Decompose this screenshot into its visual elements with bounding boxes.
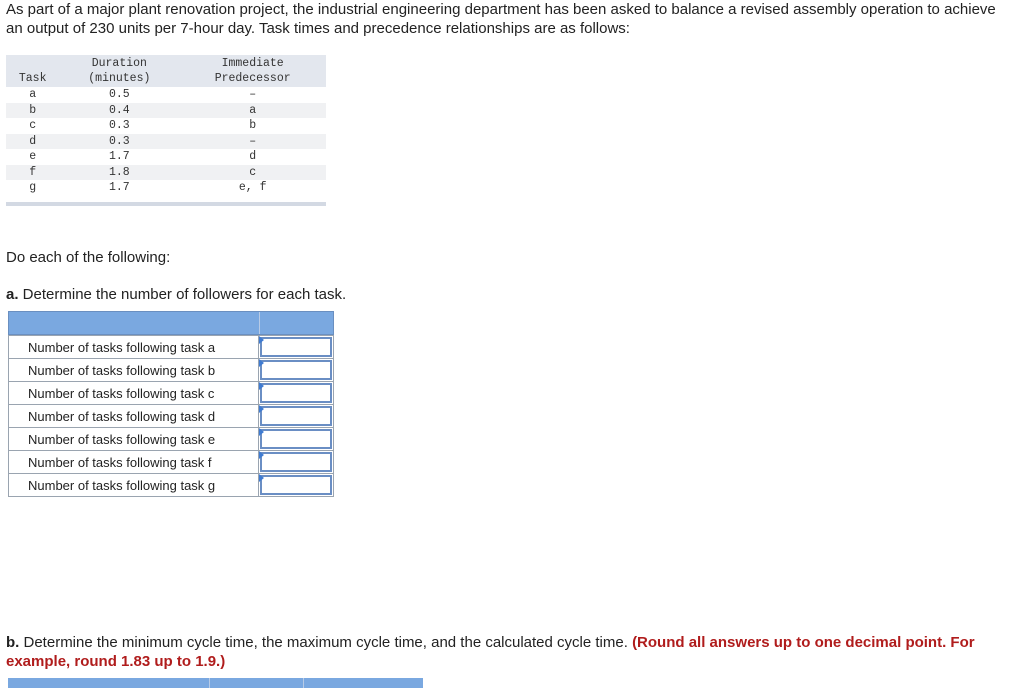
task-row: f 1.8 c [6,165,326,181]
row-label: Number of tasks following task e [9,428,259,451]
row-label: Number of tasks following task g [9,474,259,497]
duration-column-header: Duration (minutes) [59,55,179,87]
table-row [9,451,334,474]
task-row: g 1.7 e, f [29,181,267,194]
input-marker-icon [259,451,264,459]
table-row [9,405,334,428]
table-row [9,428,334,451]
task-row: d 0.3 – [6,134,326,150]
task-row: c 0.3 b [29,119,257,132]
row-label: Number of tasks following task a [9,336,259,359]
table-row [9,359,334,382]
input-marker-icon [259,428,264,436]
instruction-text: Do each of the following: [6,249,171,266]
input-marker-icon [259,336,264,344]
row-label: Number of tasks following task c [9,382,259,405]
part-b-letter: b. [6,634,20,651]
table-row [9,474,334,497]
followers-answer-table [8,335,334,497]
part-b-rounding-note: (Round all answers up to one decimal point. For example, round 1.83 up to 1.9.) [6,634,975,670]
followers-e-input[interactable] [260,429,332,449]
row-label: Number of tasks following task b [9,359,259,382]
followers-f-input[interactable] [260,452,332,472]
part-b-question [6,633,1006,671]
followers-c-input[interactable] [260,383,332,403]
task-column-header: Task [6,55,59,87]
task-row: a 0.5 – [29,88,257,101]
table-bottom-rule [6,202,326,206]
input-marker-icon [259,359,264,367]
task-data-table [6,55,326,196]
table-row [9,336,334,359]
row-label: Number of tasks following task f [9,451,259,474]
part-a-letter: a. [6,286,19,303]
row-label: Number of tasks following task d [9,405,259,428]
followers-g-input[interactable] [260,475,332,495]
predecessor-column-header: Immediate Predecessor [179,55,326,87]
followers-b-input[interactable] [260,360,332,380]
task-row: b 0.4 a [6,103,326,119]
input-marker-icon [259,382,264,390]
part-b-text: Determine the minimum cycle time, the maximum cycle time, and the calculated cycle time. [19,634,633,651]
input-marker-icon [259,405,264,413]
followers-a-input[interactable] [260,337,332,357]
followers-table-header [8,311,334,335]
part-a-text: Determine the number of followers for each task. [18,286,347,303]
cycle-time-table-header [8,678,423,688]
table-row [9,382,334,405]
followers-d-input[interactable] [260,406,332,426]
input-marker-icon [259,474,264,482]
task-row: e 1.7 d [29,150,257,163]
part-a-question [6,286,346,303]
problem-intro: As part of a major plant renovation project, the industrial engineering department has been asked to balance a revised assembly operation to achieve an output of 230 units per 7-hour day. Task times and precedence relationships are as follows: [6,1,996,37]
